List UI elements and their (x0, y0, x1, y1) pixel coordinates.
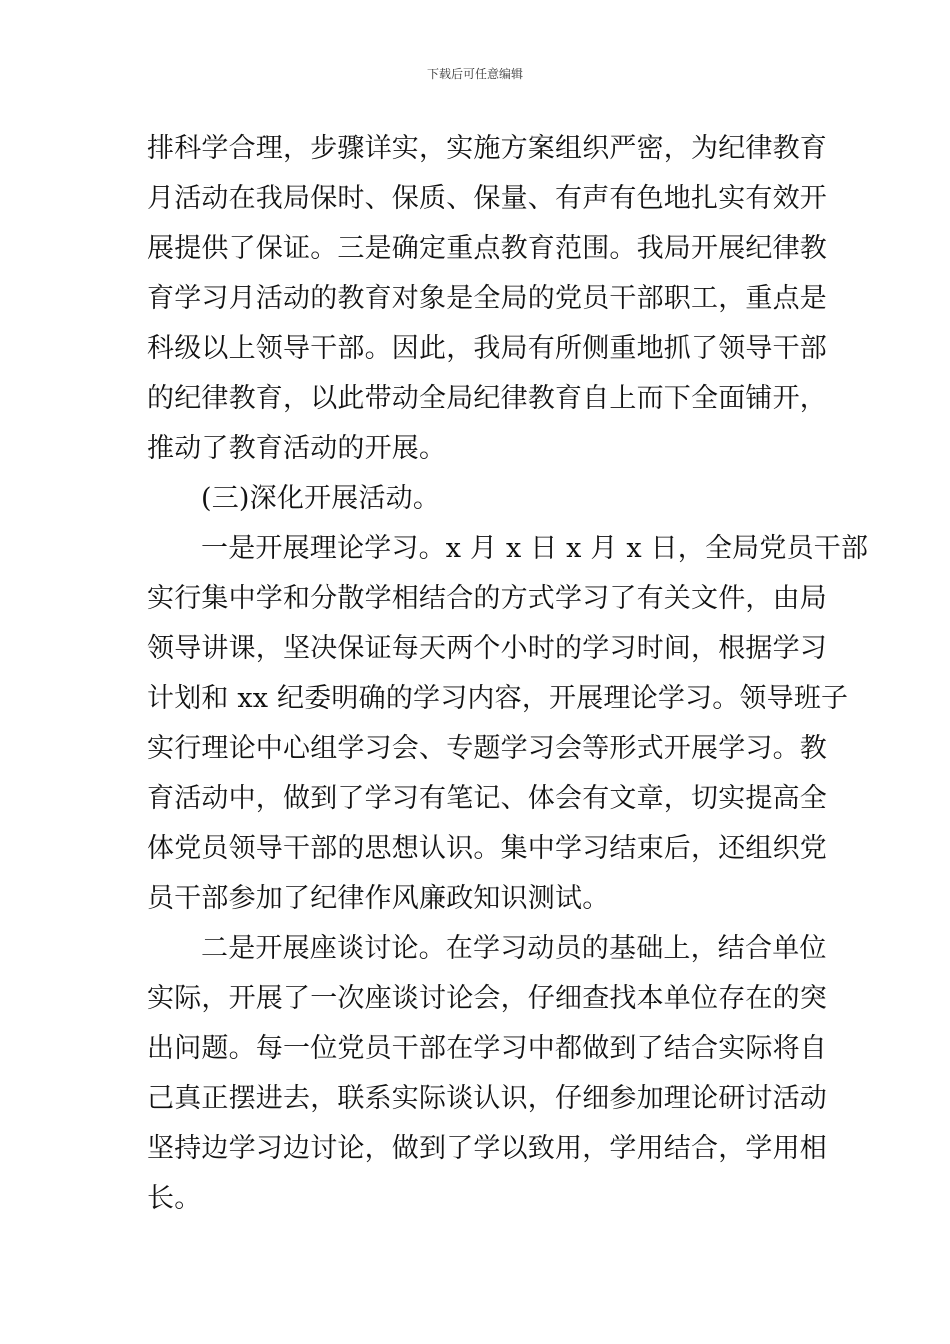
text-line: 员干部参加了纪律作风廉政知识测试。 (147, 883, 610, 914)
heading-line: (三)深化开展活动。 (201, 483, 441, 514)
text-line: 月活动在我局保时、保质、保量、有声有色地扎实有效开 (147, 183, 827, 214)
page-header: 下载后可任意编辑 (426, 67, 523, 81)
text-line: 的纪律教育，以此带动全局纪律教育自上而下全面铺开， (147, 383, 827, 414)
text-line: 育学习月活动的教育对象是全局的党员干部职工，重点是 (147, 283, 827, 314)
text-line: 长。 (147, 1183, 202, 1214)
section-heading (147, 474, 809, 524)
text-line: 实行理论中心组学习会、专题学习会等形式开展学习。教 (147, 733, 827, 764)
text-line: 出问题。每一位党员干部在学习中都做到了结合实际将自 (147, 1033, 827, 1064)
text-line: 己真正摆进去，联系实际谈认识，仔细参加理论研讨活动 (147, 1083, 827, 1114)
text-line: 领导讲课，坚决保证每天两个小时的学习时间，根据学习 (147, 633, 827, 664)
text-line: 展提供了保证。三是确定重点教育范围。我局开展纪律教 (147, 233, 827, 264)
text-line: 育活动中，做到了学习有笔记、体会有文章，切实提高全 (147, 783, 827, 814)
paragraph-2 (147, 524, 869, 924)
paragraph-3 (147, 924, 827, 1224)
text-line: 一是开展理论学习。x 月 x 日 x 月 x 日，全局党员干部 (201, 533, 869, 564)
document-body (147, 124, 869, 1224)
text-line: 实际，开展了一次座谈讨论会，仔细查找本单位存在的突 (147, 983, 827, 1014)
text-line: 计划和 xx 纪委明确的学习内容，开展理论学习。领导班子 (147, 683, 849, 714)
text-line: 科级以上领导干部。因此，我局有所侧重地抓了领导干部 (147, 333, 827, 364)
text-line: 实行集中学和分散学相结合的方式学习了有关文件，由局 (147, 583, 827, 614)
text-line: 推动了教育活动的开展。 (147, 433, 447, 464)
text-line: 排科学合理，步骤详实，实施方案组织严密，为纪律教育 (147, 133, 827, 164)
paragraph-1 (147, 124, 827, 474)
text-line: 二是开展座谈讨论。在学习动员的基础上，结合单位 (201, 933, 827, 964)
text-line: 坚持边学习边讨论，做到了学以致用，学用结合，学用相 (147, 1133, 827, 1164)
text-line: 体党员领导干部的思想认识。集中学习结束后，还组织党 (147, 833, 827, 864)
